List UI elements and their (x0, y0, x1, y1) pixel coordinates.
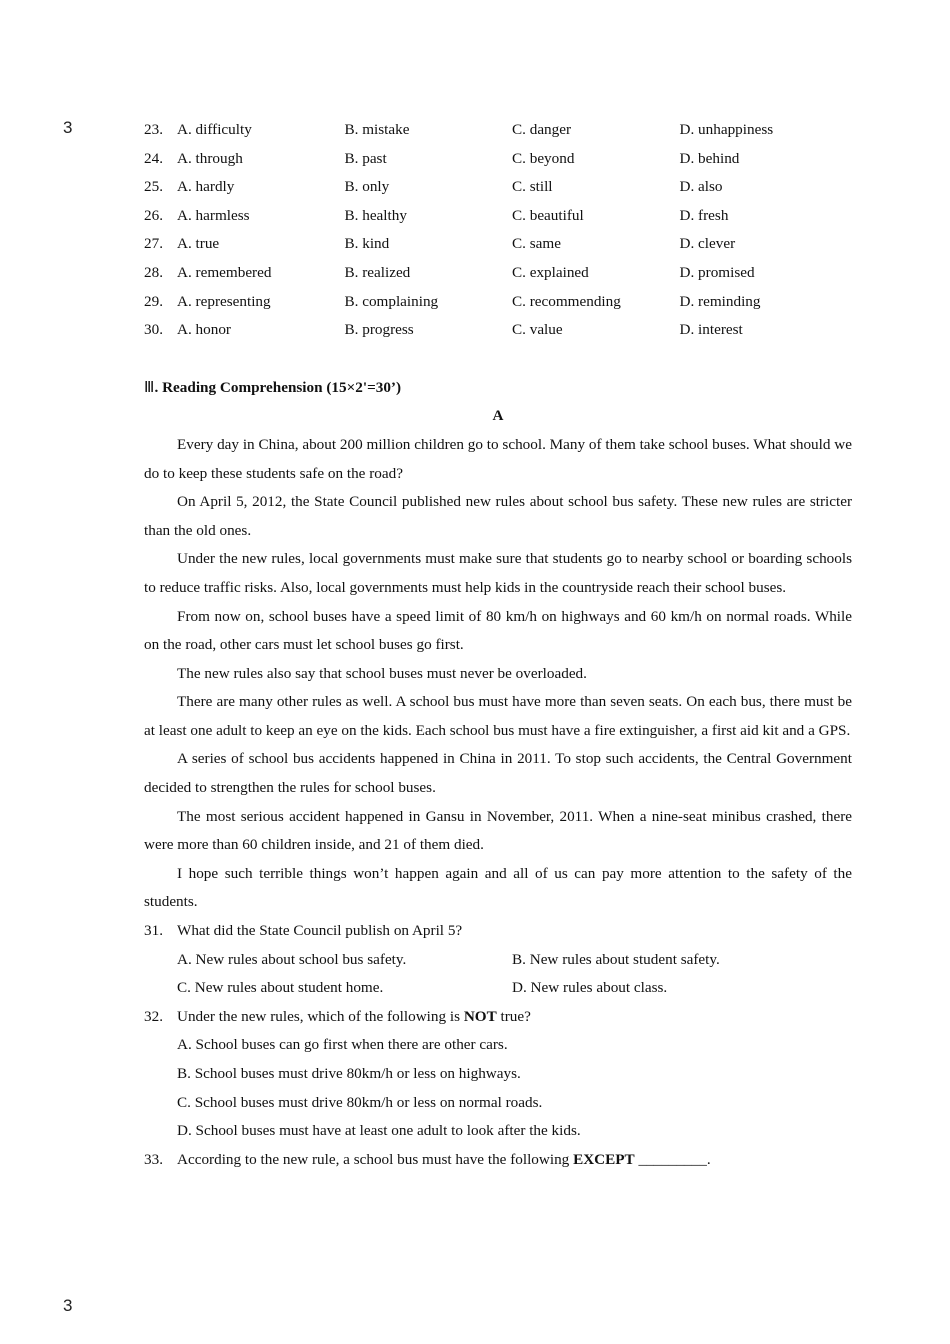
option-a: A. remembered (177, 263, 272, 281)
page-number-top: 3 (63, 118, 73, 137)
question-number: 23. (144, 121, 163, 138)
option-row-29 (144, 288, 852, 317)
question-stem: What did the State Council publish on April 5? (177, 922, 463, 940)
emphasis-not: NOT (463, 1007, 497, 1025)
option-row-27 (144, 230, 852, 259)
choice-c: C. New rules about student home. (177, 979, 384, 997)
choice-b: B. New rules about student safety. (512, 950, 720, 968)
option-b: B. realized (344, 263, 411, 281)
question-number: 27. (144, 235, 163, 253)
question-number: 28. (144, 263, 163, 281)
choice-d: D. School buses must have at least one adult to look after the kids. (177, 1122, 581, 1140)
option-a: A. through (177, 149, 243, 167)
passage-body (144, 431, 852, 917)
option-c: C. explained (512, 263, 589, 281)
passage-paragraph: I hope such terrible things won’t happen again and all of us can pay more attention to the safety of the students. (144, 864, 852, 911)
option-b: B. mistake (344, 121, 410, 138)
answer-blank: _________. (634, 1150, 711, 1168)
option-a: A. representing (177, 292, 271, 310)
option-c: C. danger (512, 121, 572, 138)
question-number: 31. (144, 922, 163, 940)
question-number: 24. (144, 149, 163, 167)
question-number: 29. (144, 292, 163, 310)
passage-paragraph: The most serious accident happened in Gansu in November, 2011. When a nine-seat minibus crashed, there were more than 60 children inside, and 21 of them died. (144, 807, 852, 854)
option-d: D. behind (679, 149, 740, 167)
passage-paragraph: Every day in China, about 200 million children go to school. Many of them take school buses. What should we do to keep these students safe on the road? (144, 435, 852, 482)
option-c: C. still (512, 178, 553, 196)
option-a: A. true (177, 235, 220, 253)
passage-paragraph: There are many other rules as well. A school bus must have more than seven seats. On each bus, there must be at least one adult to keep an eye on the kids. Each school bus must have a fire extinguisher, a first aid kit and a GPS. (144, 693, 852, 739)
option-a: A. honor (177, 321, 231, 339)
question-stem: According to the new rule, a school bus must have the following EXCEPT _________. (177, 1150, 711, 1168)
option-row-26 (144, 202, 852, 231)
passage-paragraph: Under the new rules, local governments must make sure that students go to nearby school or boarding schools to reduce traffic risks. Also, local governments must help kids in the countryside reach their school buses. (144, 550, 852, 596)
option-c: C. value (512, 321, 563, 339)
option-row-23 (144, 116, 852, 145)
option-c: C. beautiful (512, 206, 584, 224)
choice-a: A. School buses can go first when there are other cars. (177, 1036, 508, 1054)
cloze-options (144, 116, 852, 345)
option-d: D. also (679, 178, 723, 196)
option-d: D. unhappiness (679, 121, 774, 138)
page-content (144, 116, 852, 1174)
page-number-bottom: 3 (63, 1296, 73, 1315)
question-number: 30. (144, 321, 163, 339)
choice-d: D. New rules about class. (512, 979, 668, 997)
option-b: B. kind (344, 235, 390, 253)
option-b: B. healthy (344, 206, 407, 224)
question-33 (144, 1146, 852, 1175)
option-row-28 (144, 259, 852, 288)
option-row-25 (144, 173, 852, 202)
option-b: B. progress (344, 321, 414, 339)
option-c: C. same (512, 235, 561, 253)
option-a: A. difficulty (177, 121, 252, 138)
question-number: 26. (144, 206, 163, 224)
passage-paragraph: A series of school bus accidents happened in China in 2011. To stop such accidents, the Central Government decided to strengthen the rules for school buses. (144, 750, 852, 797)
passage-paragraph: From now on, school buses have a speed limit of 80 km/h on highways and 60 km/h on normal roads. While on the road, other cars must let school buses go first. (144, 607, 852, 654)
question-number: 25. (144, 178, 163, 196)
option-a: A. harmless (177, 206, 250, 224)
question-stem: Under the new rules, which of the following is NOT true? (177, 1007, 531, 1025)
option-row-30 (144, 316, 852, 345)
question-number: 32. (144, 1007, 163, 1025)
passage-paragraph: On April 5, 2012, the State Council published new rules about school bus safety. These new rules are stricter than the old ones. (144, 493, 852, 539)
question-31 (144, 917, 852, 1003)
option-row-24 (144, 145, 852, 174)
option-d: D. fresh (679, 206, 729, 224)
section-title-text: . Reading Comprehension (15×2'=30’) (154, 378, 402, 396)
choice-c: C. School buses must drive 80km/h or less on normal roads. (177, 1093, 543, 1111)
option-c: C. beyond (512, 149, 575, 167)
passage-title: A (492, 407, 504, 425)
option-d: D. reminding (679, 292, 761, 310)
question-number: 33. (144, 1150, 163, 1168)
passage-paragraph: The new rules also say that school buses must never be overloaded. (177, 664, 587, 682)
choice-b: B. School buses must drive 80km/h or less on highways. (177, 1065, 521, 1082)
option-d: D. clever (679, 235, 736, 253)
choice-a: A. New rules about school bus safety. (177, 950, 407, 968)
option-d: D. interest (679, 321, 743, 339)
question-32 (144, 1003, 852, 1146)
option-c: C. recommending (512, 292, 621, 310)
emphasis-except: EXCEPT (573, 1150, 635, 1168)
option-d: D. promised (679, 263, 755, 281)
section-title (144, 374, 852, 403)
section-roman-numeral: Ⅲ (144, 378, 155, 396)
option-b: B. only (344, 178, 390, 196)
option-b: B. past (344, 149, 387, 167)
option-a: A. hardly (177, 178, 235, 196)
option-b: B. complaining (344, 292, 439, 310)
